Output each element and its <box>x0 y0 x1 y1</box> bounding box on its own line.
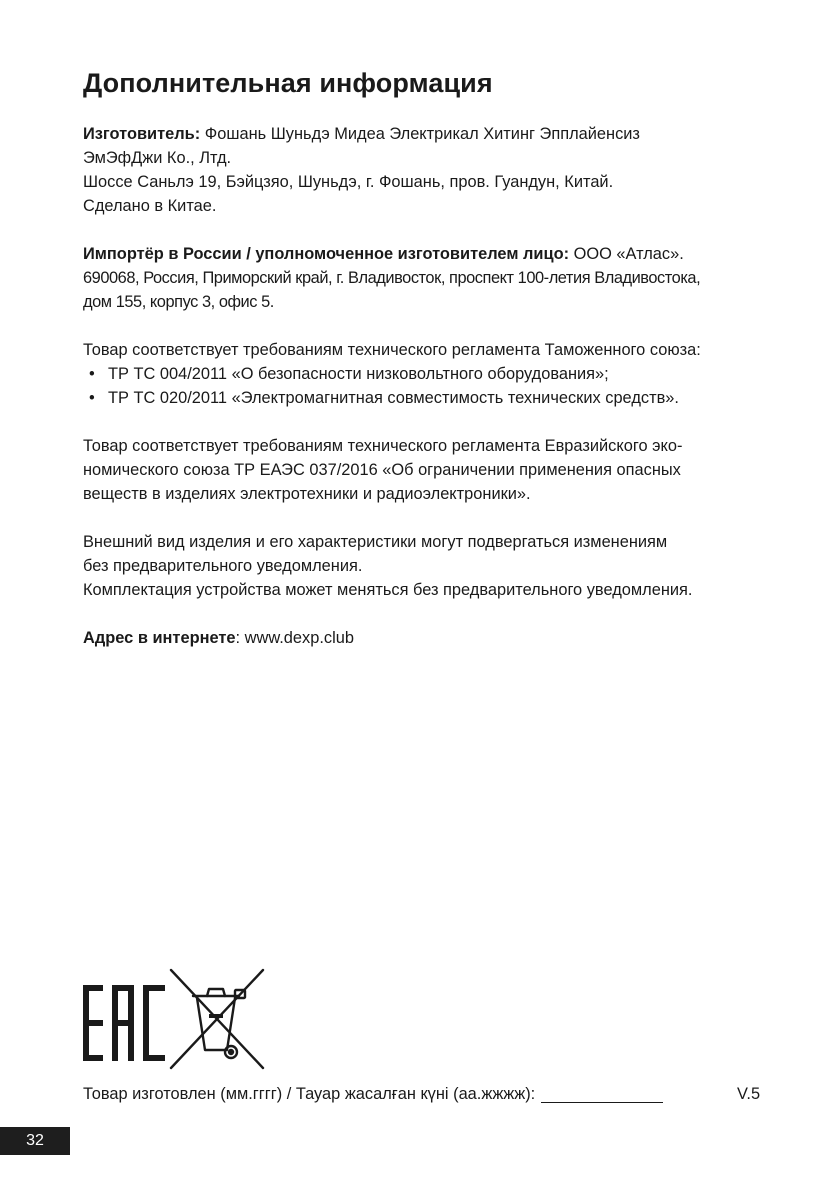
regulation-list <box>83 362 783 410</box>
version-label: V.5 <box>737 1085 761 1103</box>
manufacture-date-label: Товар изготовлен (мм.гггг) / Тауар жасалған күні (аа.жжжж): <box>83 1085 536 1103</box>
changes-section <box>83 530 783 602</box>
importer-address-line-2: дом 155, корпус 3, офис 5. <box>83 293 274 311</box>
eaeu-section <box>83 434 783 506</box>
page-title: Дополнительная информация <box>83 68 493 98</box>
list-item: • ТР ТС 020/2011 «Электромагнитная совместимость технических средств». <box>83 386 783 410</box>
web-address: : www.dexp.club <box>235 629 354 647</box>
list-item: • ТР ТС 004/2011 «О безопасности низковольтного оборудования»; <box>83 362 783 386</box>
changes-line-3: Комплектация устройства может меняться без предварительного уведомления. <box>83 581 693 599</box>
manufacturer-label: Изготовитель: <box>83 125 201 143</box>
made-in: Сделано в Китае. <box>83 197 217 215</box>
eaeu-line-1: Товар соответствует требованиям технического регламента Евразийского эко- <box>83 437 683 455</box>
changes-line-2: без предварительного уведомления. <box>83 557 363 575</box>
importer-label: Импортёр в России / уполномоченное изготовителем лицо: <box>83 245 570 263</box>
manufacture-date-blank <box>541 1088 663 1103</box>
document-body <box>83 122 783 674</box>
eac-logo <box>83 985 167 1061</box>
manufacturer-name: Фошань Шуньдэ Мидеа Электрикал Хитинг Эпплайенсиз <box>200 125 640 143</box>
web-section <box>83 626 783 650</box>
page-number: 32 <box>0 1127 70 1155</box>
eaeu-line-3: веществ в изделиях электротехники и радиоэлектроники». <box>83 485 531 503</box>
crossed-out-wheeled-bin-icon <box>167 968 267 1072</box>
manufacturer-address: Шоссе Саньлэ 19, Бэйцзяо, Шуньдэ, г. Фошань, пров. Гуандун, Китай. <box>83 173 614 191</box>
certification-marks <box>83 968 273 1072</box>
customs-union-intro: Товар соответствует требованиям технического регламента Таможенного союза: <box>83 341 701 359</box>
manufacturer-line-2: ЭмЭфДжи Ко., Лтд. <box>83 149 232 167</box>
importer-name: ООО «Атлас». <box>569 245 684 263</box>
manufacturer-line-1 <box>83 122 783 146</box>
eaeu-line-2: номического союза ТР ЕАЭС 037/2016 «Об ограничении применения опасных <box>83 461 681 479</box>
manufacture-date-line <box>83 1085 663 1104</box>
changes-line-1: Внешний вид изделия и его характеристики могут подвергаться изменениям <box>83 533 668 551</box>
web-address-line <box>83 626 783 650</box>
manufacturer-section <box>83 122 783 218</box>
customs-union-section <box>83 338 783 410</box>
importer-address-line-1: 690068, Россия, Приморский край, г. Владивосток, проспект 100-летия Владивостока, <box>83 269 701 287</box>
web-label: Адрес в интернете <box>83 629 236 647</box>
importer-section <box>83 242 783 314</box>
importer-line-1 <box>83 242 783 266</box>
